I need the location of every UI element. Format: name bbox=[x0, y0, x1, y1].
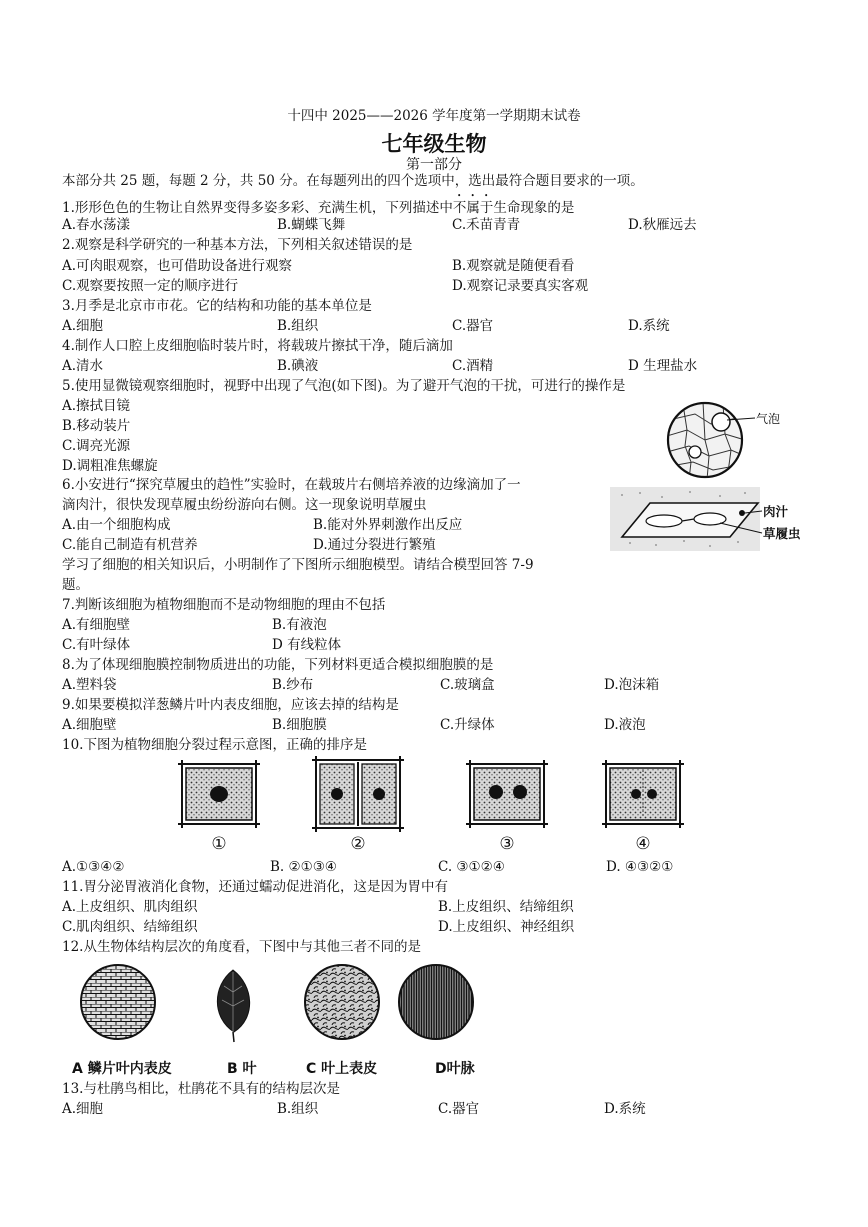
q4-option-c[interactable]: C.酒精 bbox=[452, 358, 494, 374]
question-5-stem: 5.使用显微镜观察细胞时，视野中出现了气泡(如下图)。为了避开气泡的干扰，可进行的操作是 bbox=[62, 378, 626, 394]
q3-option-d[interactable]: D.系统 bbox=[628, 318, 670, 334]
exam-subject-title: 七年级生物 bbox=[381, 131, 487, 156]
division-cell-1 bbox=[178, 760, 260, 854]
q4-option-a[interactable]: A.清水 bbox=[62, 358, 104, 374]
shared-stem-7-9: 学习了细胞的相关知识后，小明制作了下图所示细胞模型。请结合模型回答 7-9 bbox=[62, 557, 534, 573]
q9-option-a[interactable]: A.细胞壁 bbox=[62, 717, 117, 733]
q13-option-c[interactable]: C.器官 bbox=[438, 1101, 480, 1117]
exam-school-title: 十四中 2025——2026 学年度第一学期期末试卷 bbox=[287, 108, 581, 124]
question-11-stem: 11.胃分泌胃液消化食物，还通过蠕动促进消化，这是因为胃中有 bbox=[62, 879, 448, 895]
question-2-stem: 2.观察是科学研究的一种基本方法，下列相关叙述错误的是 bbox=[62, 237, 413, 253]
question-13-stem: 13.与杜鹃鸟相比，杜鹃花不具有的结构层次是 bbox=[62, 1081, 340, 1097]
q4-option-d[interactable]: D 生理盐水 bbox=[628, 358, 698, 374]
q3-option-b[interactable]: B.组织 bbox=[277, 318, 319, 334]
q5-option-a[interactable]: A.擦拭目镜 bbox=[62, 398, 131, 414]
q11-option-c[interactable]: C.肌肉组织、结缔组织 bbox=[62, 919, 198, 935]
q10-option-c[interactable]: C. ③①②④ bbox=[438, 859, 505, 875]
meat-juice-label: 肉汁 bbox=[763, 504, 789, 519]
q6-option-b[interactable]: B.能对外界刺激作出反应 bbox=[313, 517, 463, 533]
stem-part: 生命现象的是 bbox=[493, 200, 575, 216]
q3-option-c[interactable]: C.器官 bbox=[452, 318, 494, 334]
q7-option-d[interactable]: D 有线粒体 bbox=[272, 637, 342, 653]
division-label-4: ④ bbox=[635, 834, 651, 854]
exam-part-title: 第一部分 bbox=[406, 157, 462, 173]
q11-option-b[interactable]: B.上皮组织、结缔组织 bbox=[438, 899, 574, 915]
leaf-icon bbox=[217, 970, 249, 1042]
structure-level-figure bbox=[78, 962, 478, 1044]
caption-d: D叶脉 bbox=[435, 1061, 475, 1077]
question-10-stem: 10.下图为植物细胞分裂过程示意图，正确的排序是 bbox=[62, 737, 367, 753]
paramecium-slide-figure bbox=[610, 485, 818, 553]
q13-option-a[interactable]: A.细胞 bbox=[62, 1101, 104, 1117]
division-label-1: ① bbox=[211, 834, 227, 854]
q5-option-d[interactable]: D.调粗准焦螺旋 bbox=[62, 458, 158, 474]
cell-division-figure bbox=[170, 756, 700, 856]
caption-a: A 鳞片叶内表皮 bbox=[72, 1061, 172, 1077]
q6-option-a[interactable]: A.由一个细胞构成 bbox=[62, 517, 171, 533]
question-4-stem: 4.制作人口腔上皮细胞临时装片时，将载玻片擦拭干净，随后滴加 bbox=[62, 338, 453, 354]
q13-option-d[interactable]: D.系统 bbox=[604, 1101, 646, 1117]
q8-option-a[interactable]: A.塑料袋 bbox=[62, 677, 117, 693]
division-cell-2 bbox=[312, 756, 404, 854]
stem-part: 1.形形色色的生物让自然界变得多姿多彩、充满生机，下列描述中 bbox=[62, 200, 453, 216]
q8-option-c[interactable]: C.玻璃盒 bbox=[440, 677, 495, 693]
instructions: 本部分共 25 题，每题 2 分，共 50 分。在每题列出的四个选项中，选出最符合题目要求的一项。 bbox=[62, 173, 644, 189]
q11-option-d[interactable]: D.上皮组织、神经组织 bbox=[438, 919, 575, 935]
q11-option-a[interactable]: A.上皮组织、肌肉组织 bbox=[62, 899, 198, 915]
shared-stem-7-9-cont: 题。 bbox=[62, 577, 89, 593]
q1-option-c[interactable]: C.禾苗青青 bbox=[452, 217, 521, 233]
division-cell-3 bbox=[466, 760, 548, 854]
q7-option-c[interactable]: C.有叶绿体 bbox=[62, 637, 131, 653]
q1-option-a[interactable]: A.春水荡漾 bbox=[62, 217, 131, 233]
q2-option-a[interactable]: A.可肉眼观察，也可借助设备进行观察 bbox=[62, 258, 293, 274]
q2-option-c[interactable]: C.观察要按照一定的顺序进行 bbox=[62, 278, 239, 294]
question-12-stem: 12.从生物体结构层次的角度看，下图中与其他三者不同的是 bbox=[62, 939, 421, 955]
q5-option-c[interactable]: C.调亮光源 bbox=[62, 438, 131, 454]
caption-c: C 叶上表皮 bbox=[306, 1061, 378, 1077]
q10-option-b[interactable]: B. ②①③④ bbox=[270, 859, 337, 875]
q9-option-d[interactable]: D.液泡 bbox=[604, 717, 646, 733]
q13-option-b[interactable]: B.组织 bbox=[277, 1101, 319, 1117]
q5-option-b[interactable]: B.移动装片 bbox=[62, 418, 131, 434]
q10-option-d[interactable]: D. ④③②① bbox=[606, 859, 674, 875]
q7-option-b[interactable]: B.有液泡 bbox=[272, 617, 327, 633]
q7-option-a[interactable]: A.有细胞壁 bbox=[62, 617, 131, 633]
question-9-stem: 9.如果要模拟洋葱鳞片叶内表皮细胞，应该去掉的结构是 bbox=[62, 697, 399, 713]
q8-option-d[interactable]: D.泡沫箱 bbox=[604, 677, 660, 693]
microscope-bubble-figure bbox=[665, 400, 785, 482]
q10-option-a[interactable]: A.①③④② bbox=[62, 859, 125, 875]
division-label-2: ② bbox=[350, 834, 366, 854]
q3-option-a[interactable]: A.细胞 bbox=[62, 318, 104, 334]
q9-option-c[interactable]: C.升绿体 bbox=[440, 717, 495, 733]
onion-epidermis-icon bbox=[81, 965, 155, 1039]
q1-option-d[interactable]: D.秋雁远去 bbox=[628, 217, 697, 233]
q9-option-b[interactable]: B.细胞膜 bbox=[272, 717, 327, 733]
caption-b: B 叶 bbox=[227, 1061, 257, 1077]
q8-option-b[interactable]: B.纱布 bbox=[272, 677, 314, 693]
question-3-stem: 3.月季是北京市市花。它的结构和功能的基本单位是 bbox=[62, 298, 372, 314]
question-7-stem: 7.判断该细胞为植物细胞而不是动物细胞的理由不包括 bbox=[62, 597, 386, 613]
q6-option-c[interactable]: C.能自己制造有机营养 bbox=[62, 537, 198, 553]
q2-option-b[interactable]: B.观察就是随便看看 bbox=[452, 258, 575, 274]
bubble-label: 气泡 bbox=[756, 412, 781, 426]
question-8-stem: 8.为了体现细胞膜控制物质进出的功能，下列材料更适合模拟细胞膜的是 bbox=[62, 657, 494, 673]
division-label-3: ③ bbox=[499, 834, 515, 854]
q4-option-b[interactable]: B.碘液 bbox=[277, 358, 319, 374]
q6-option-d[interactable]: D.通过分裂进行繁殖 bbox=[313, 537, 436, 553]
q2-option-d[interactable]: D.观察记录要真实客观 bbox=[452, 278, 589, 294]
division-cell-4 bbox=[602, 760, 684, 854]
question-6-stem: 6.小安进行“探究草履虫的趋性”实验时，在载玻片右侧培养液的边缘滴加了一 bbox=[62, 477, 521, 493]
question-6-stem-cont: 滴肉汁，很快发现草履虫纷纷游向右侧。这一现象说明草履虫 bbox=[62, 497, 427, 513]
leaf-epidermis-icon bbox=[305, 965, 379, 1039]
stem-emphasis: 不属于 bbox=[452, 200, 494, 216]
paramecium-label: 草履虫 bbox=[763, 526, 801, 541]
leaf-vein-icon bbox=[399, 965, 473, 1039]
question-1-stem bbox=[62, 192, 574, 218]
q1-option-b[interactable]: B.蝴蝶飞舞 bbox=[277, 217, 346, 233]
